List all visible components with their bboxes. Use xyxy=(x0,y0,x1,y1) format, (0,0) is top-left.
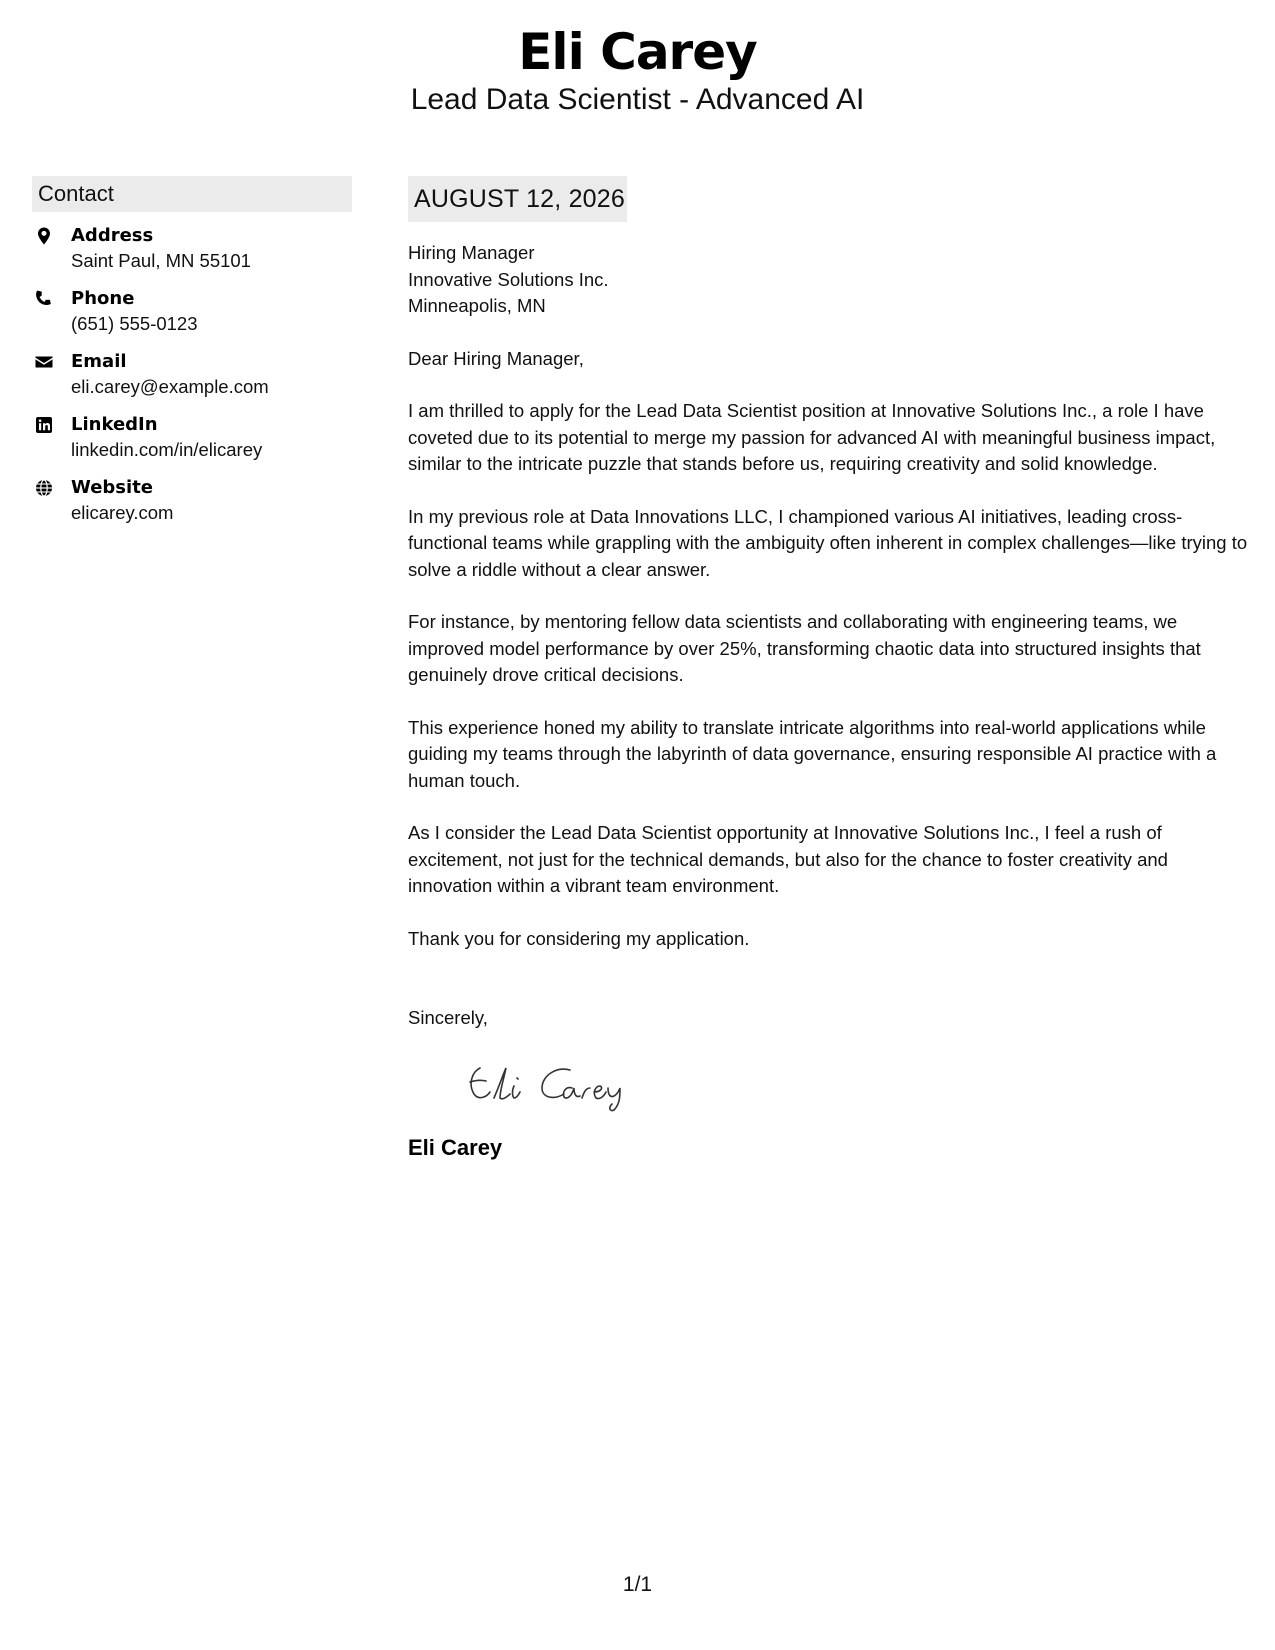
closing: Sincerely, xyxy=(408,1007,488,1028)
envelope-icon xyxy=(34,352,54,372)
paragraph: For instance, by mentoring fellow data scientists and collaborating with engineering teams, we improved model performance by over 25%, transforming chaotic data into structured insights that genuinely drove critical decisions. xyxy=(408,611,1201,685)
recipient-location: Minneapolis, MN xyxy=(408,295,546,316)
location-pin-icon xyxy=(34,226,54,246)
paragraph: Thank you for considering my application. xyxy=(408,927,750,949)
contact-label: Phone xyxy=(71,288,135,309)
letter-date: AUGUST 12, 2026 xyxy=(408,176,627,222)
contact-sidebar xyxy=(32,176,352,539)
globe-icon xyxy=(34,478,54,498)
paragraph: This experience honed my ability to translate intricate algorithms into real-world applications while guiding my teams through the labyrinth of data governance, ensuring responsible AI practice with a human touch. xyxy=(408,716,1217,791)
contact-list xyxy=(32,224,352,539)
paragraph: As I consider the Lead Data Scientist opportunity at Innovative Solutions Inc., I feel a rush of excitement, not just for the technical demands, but also for the chance to foster creativity and innovation within a vibrant team environment. xyxy=(408,822,1168,896)
contact-label: Address xyxy=(71,225,154,246)
contact-item-phone xyxy=(32,287,352,350)
contact-label: Website xyxy=(71,477,154,498)
salutation: Dear Hiring Manager, xyxy=(408,347,584,369)
linkedin-icon xyxy=(34,415,54,435)
signer-name: Eli Carey xyxy=(408,1134,503,1160)
phone-value: (651) 555-0123 xyxy=(71,313,198,334)
page-number: 1/1 xyxy=(622,1573,653,1596)
contact-label: LinkedIn xyxy=(71,414,158,435)
contact-label: Email xyxy=(71,351,127,372)
recipient-block xyxy=(408,240,1250,320)
phone-icon xyxy=(34,289,54,309)
contact-item-linkedin xyxy=(32,413,352,476)
recipient-name: Hiring Manager xyxy=(408,242,535,263)
paragraph: In my previous role at Data Innovations LLC, I championed various AI initiatives, leading cross-functional teams while grappling with the ambiguity often inherent in complex challenges—like trying to solve a riddle without a clear answer. xyxy=(408,505,1248,580)
header xyxy=(0,22,1275,118)
linkedin-value[interactable]: linkedin.com/in/elicarey xyxy=(71,439,263,460)
applicant-name: Eli Carey xyxy=(518,23,757,81)
website-value[interactable]: elicarey.com xyxy=(71,502,174,523)
contact-item-website xyxy=(32,476,352,539)
contact-item-address xyxy=(32,224,352,287)
handwritten-signature xyxy=(460,1054,1250,1114)
letter-body xyxy=(408,176,1250,1162)
address-value: Saint Paul, MN 55101 xyxy=(71,250,251,271)
recipient-company: Innovative Solutions Inc. xyxy=(408,268,609,290)
paragraph: I am thrilled to apply for the Lead Data Scientist position at Innovative Solutions Inc., a role I have coveted due to its potential to merge my passion for advanced AI with meaningful business impact, similar to the intricate puzzle that stands before us, requiring creativity and solid knowledge. xyxy=(408,400,1216,474)
email-value[interactable]: eli.carey@example.com xyxy=(71,376,269,397)
contact-heading: Contact xyxy=(32,176,352,212)
contact-item-email xyxy=(32,350,352,413)
job-title: Lead Data Scientist - Advanced AI xyxy=(410,83,865,116)
